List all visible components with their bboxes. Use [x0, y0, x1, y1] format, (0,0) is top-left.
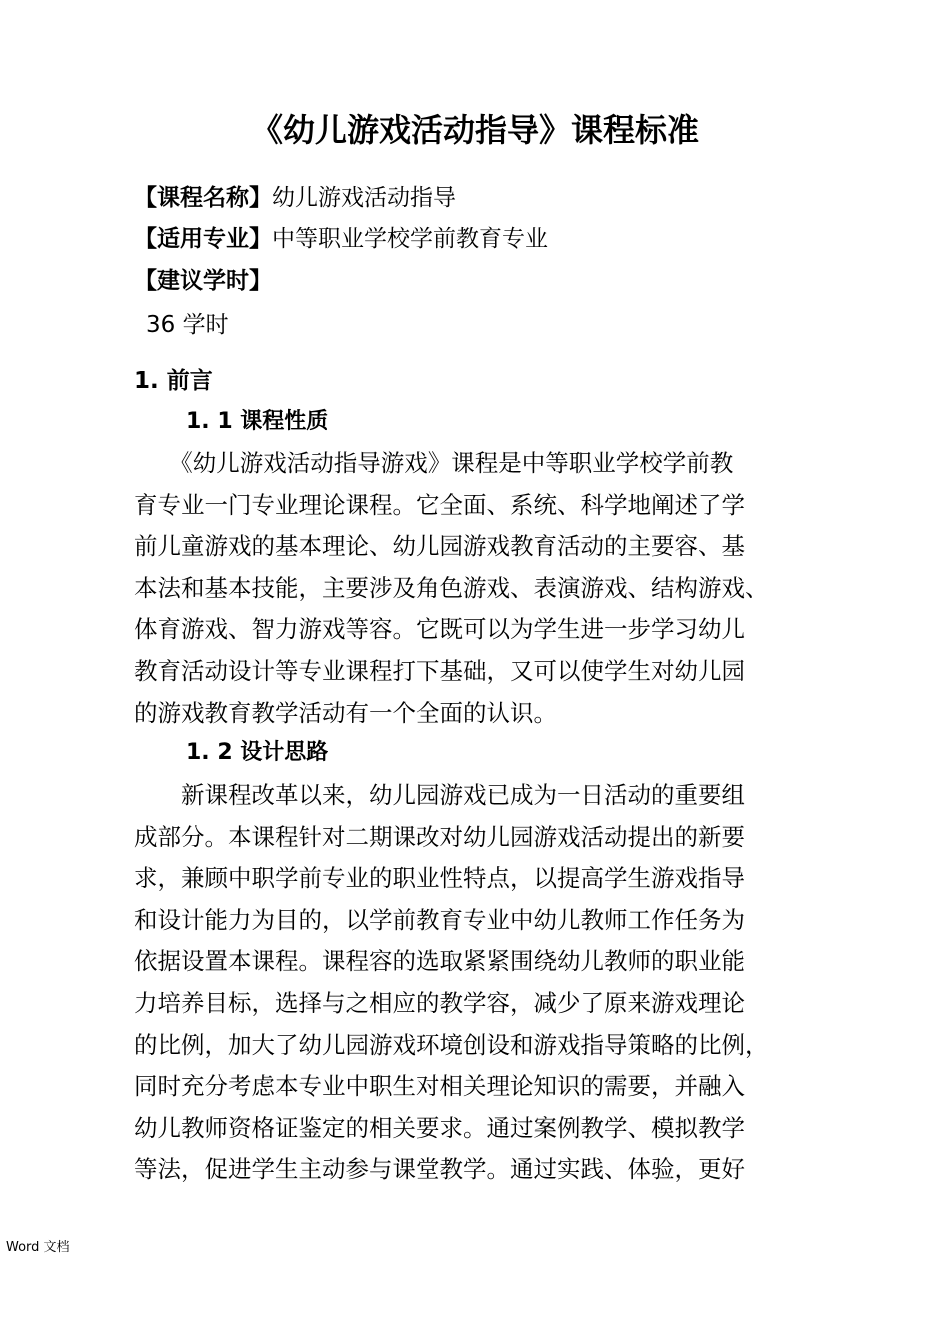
paragraph-design-idea: [134, 775, 834, 1191]
text-line: 幼儿教师资格证鉴定的相关要求。通过案例教学、模拟教学: [134, 1113, 745, 1142]
text-line: 力培养目标，选择与之相应的教学容，减少了原来游戏理论: [134, 988, 745, 1017]
major-row: [134, 223, 548, 255]
text-line: 育专业一门专业理论课程。它全面、系统、科学地阐述了学: [134, 490, 745, 519]
text-line: 新课程改革以来，幼儿园游戏已成为一日活动的重要组: [134, 781, 745, 809]
text-line: 《幼儿游戏活动指导游戏》课程是中等职业学校学前教: [134, 449, 734, 477]
hours-label: 【建议学时】: [134, 268, 272, 294]
course-name-row: [134, 182, 456, 214]
document-title: 《幼儿游戏活动指导》课程标准: [250, 111, 699, 149]
text-line: 求，兼顾中职学前专业的职业性特点，以提高学生游戏指导: [134, 864, 745, 893]
text-line: 体育游戏、智力游戏等容。它既可以为学生进一步学习幼儿: [134, 615, 745, 644]
paragraph-course-nature: [134, 443, 834, 734]
footer-label: Word 文档: [6, 1240, 70, 1255]
section-heading-design-idea: 1. 2 设计思路: [186, 740, 329, 765]
course-name-label: 【课程名称】: [134, 185, 272, 211]
text-line: 成部分。本课程针对二期课改对幼儿园游戏活动提出的新要: [134, 822, 745, 851]
major-label: 【适用专业】: [134, 226, 272, 252]
hours-row: [134, 265, 272, 297]
text-line: 同时充分考虑本专业中职生对相关理论知识的需要，并融入: [134, 1072, 745, 1101]
section-heading-preface: 1. 前言: [134, 368, 213, 394]
text-line: 的比例，加大了幼儿园游戏环境创设和游戏指导策略的比例，: [134, 1030, 769, 1059]
hours-value: 36 学时: [146, 312, 229, 338]
text-line: 教育活动设计等专业课程打下基础，又可以使学生对幼儿园: [134, 656, 745, 685]
text-line: 本法和基本技能，主要涉及角色游戏、表演游戏、结构游戏、: [134, 573, 769, 602]
text-line: 等法，促进学生主动参与课堂教学。通过实践、体验，更好: [134, 1155, 745, 1184]
text-line: 的游戏教育教学活动有一个全面的认识。: [134, 698, 557, 727]
section-heading-course-nature: 1. 1 课程性质: [186, 409, 329, 434]
text-line: 依据设置本课程。课程容的选取紧紧围绕幼儿教师的职业能: [134, 947, 745, 976]
text-line: 和设计能力为目的，以学前教育专业中幼儿教师工作任务为: [134, 905, 745, 934]
text-line: 前儿童游戏的基本理论、幼儿园游戏教育活动的主要容、基: [134, 532, 745, 561]
course-name-value: 幼儿游戏活动指导: [272, 185, 456, 211]
major-value: 中等职业学校学前教育专业: [272, 226, 548, 252]
